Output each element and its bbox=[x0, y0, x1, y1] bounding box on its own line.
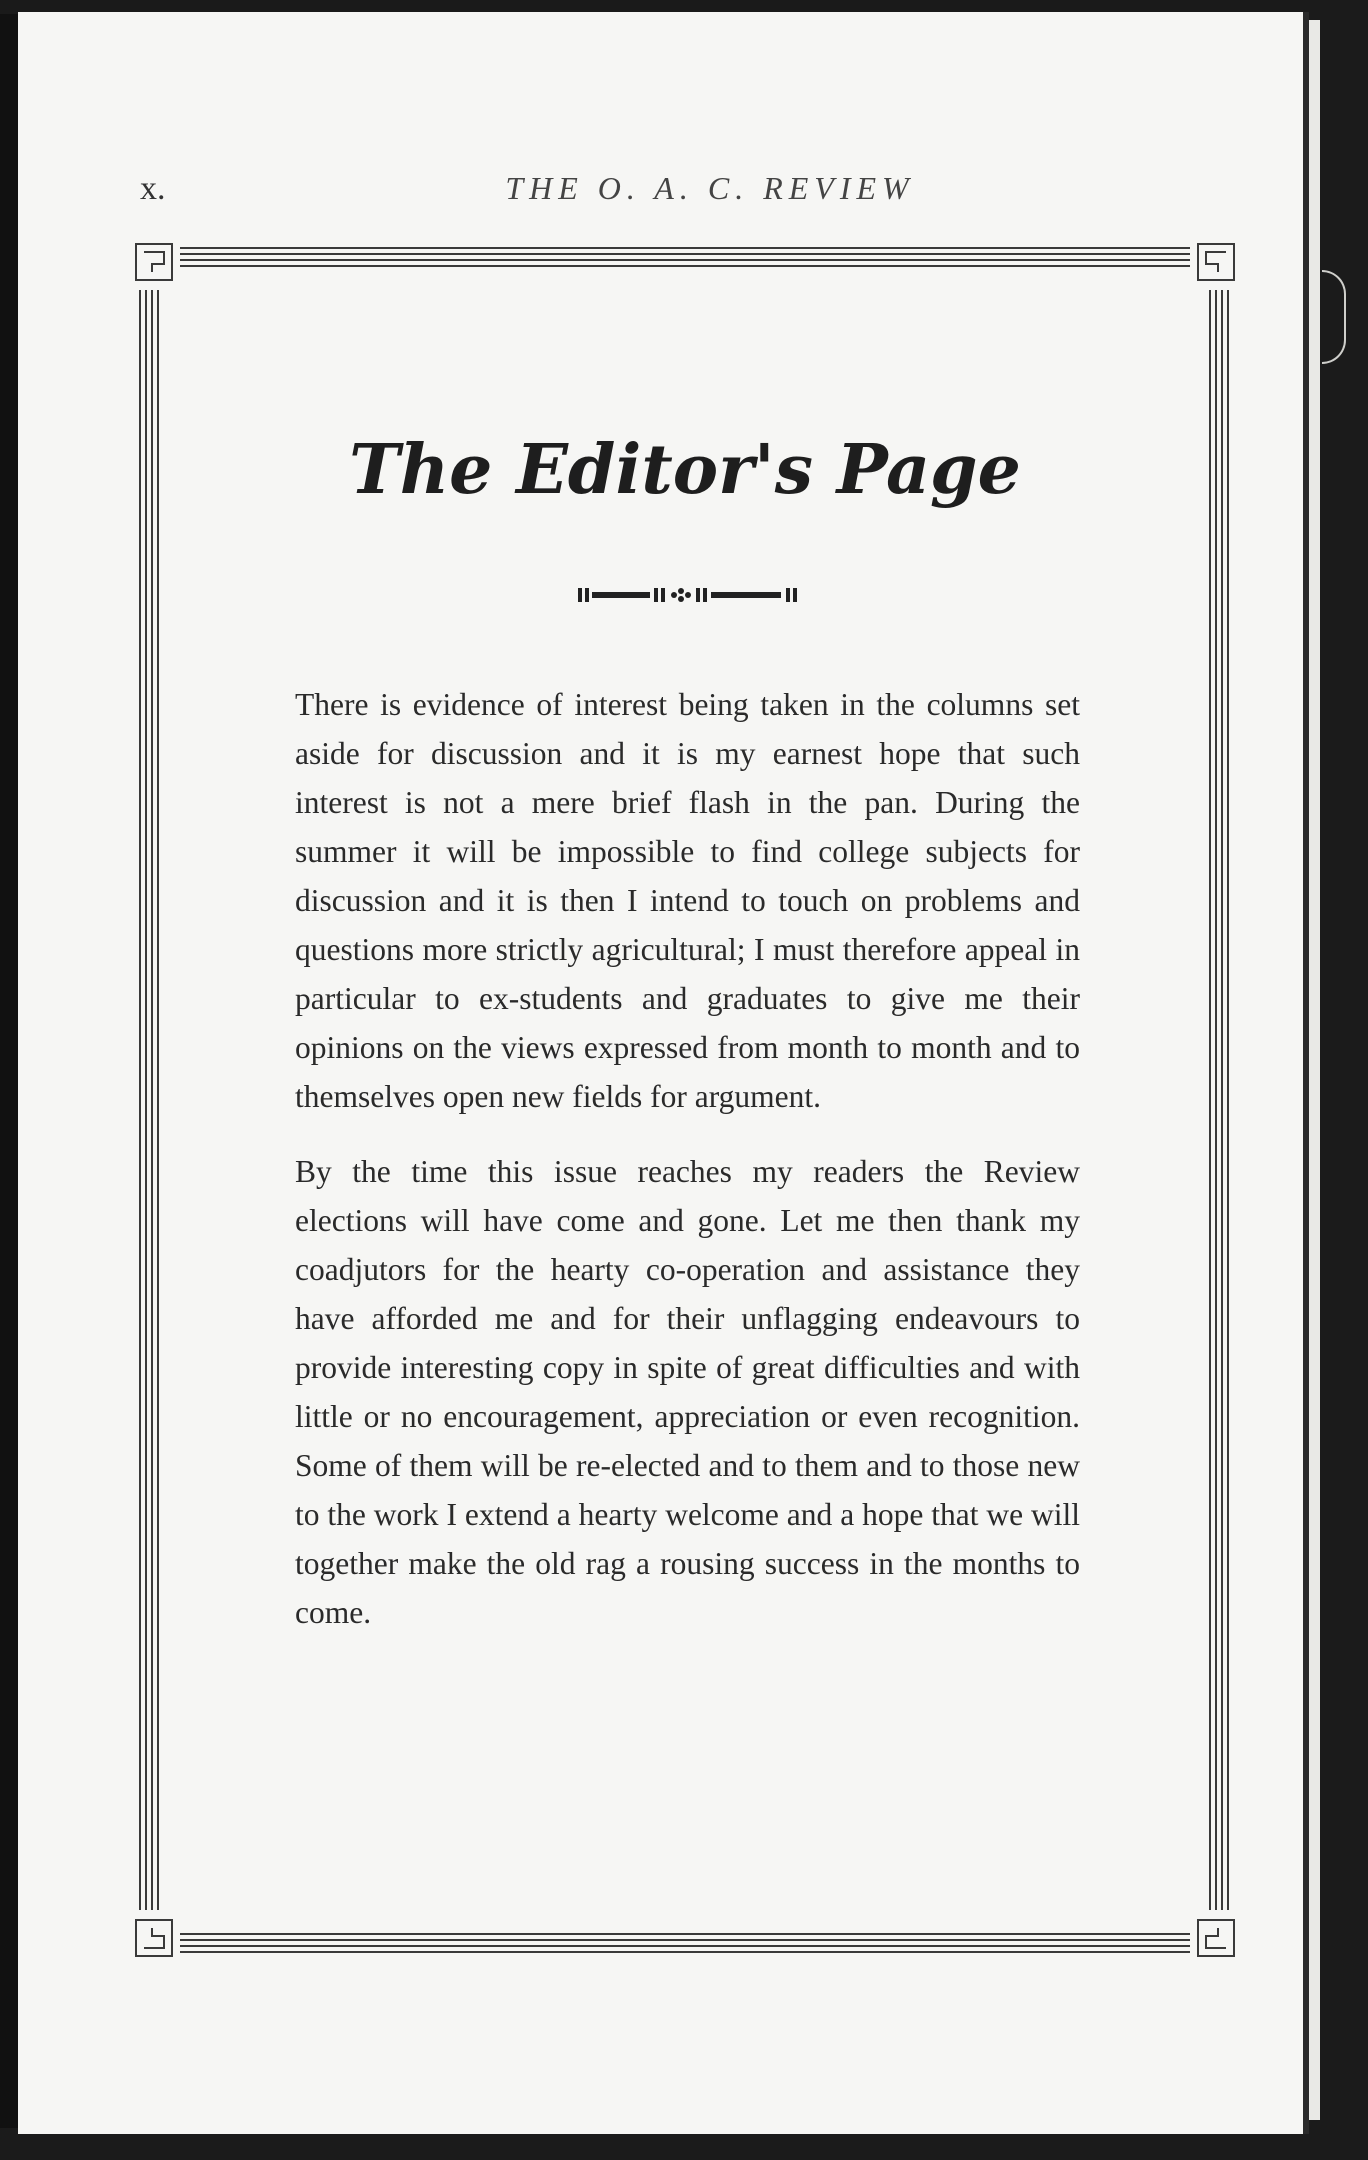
ornamental-rule-icon bbox=[576, 583, 806, 607]
paragraph-2: By the time this issue reaches my readers the Review elections will have come and gone. Let me then thank my coadjutors for the hearty co-operation and assistance they have afforded me and for their unflagging endeavours to provide interesting copy in spite of great difficulties and with little or no encouragement, appreciation or even recognition. Some of them will be re-elected and to them and to those new to the work I extend a hearty welcome and a hope that we will together make the old rag a rousing success in the months to come. bbox=[295, 1154, 1080, 1630]
next-page-edge bbox=[1308, 20, 1320, 2120]
editorial-body bbox=[295, 680, 1080, 1663]
page-fold-mark bbox=[1322, 270, 1346, 364]
running-header: THE O. A. C. REVIEW bbox=[505, 170, 915, 206]
page-number: x. bbox=[140, 170, 166, 207]
page-title: The Editor's Page bbox=[349, 430, 1021, 510]
paragraph-1: There is evidence of interest being taken in the columns set aside for discussion and it is my earnest hope that such interest is not a mere brief flash in the pan. During the summer it will be impossible to find college subjects for discussion and it is then I intend to touch on problems and questions more strictly agricultural; I must therefore appeal in particular to ex-students and graduates to give me their opinions on the views expressed from month to month and to themselves open new fields for argument. bbox=[295, 687, 1080, 1114]
